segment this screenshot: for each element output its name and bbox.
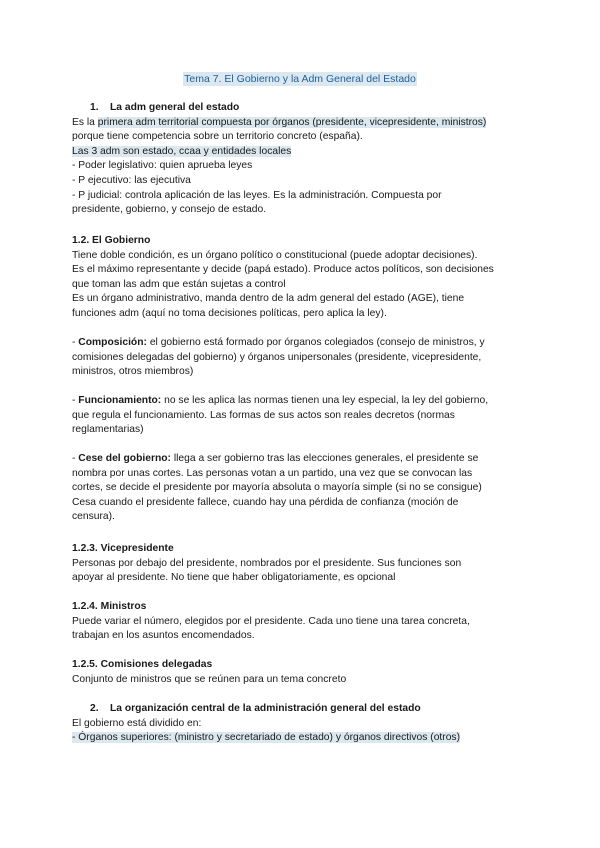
document-title-text: Tema 7. El Gobierno y la Adm General del Estado	[184, 73, 416, 85]
section-2-heading	[72, 702, 532, 717]
paragraph-line: funciones adm (aquí no toma decisiones políticas, pero aplica la ley).	[72, 307, 387, 319]
document-title	[0, 72, 600, 86]
paragraph-line: Tiene doble condición, es un órgano político o constitucional (puede adoptar decisiones).	[72, 249, 478, 261]
paragraph-line: apoyar al presidente. No tiene que haber obligatoriamente, es opcional	[72, 572, 396, 584]
paragraph-line: porque tiene competencia sobre un territorio concreto (españa).	[72, 131, 363, 143]
paragraph-line: - Funcionamiento: no se les aplica las normas tienen una ley especial, la ley del gobierno,	[72, 395, 489, 406]
highlighted-text: Las 3 adm son estado, ccaa y entidades locales	[72, 145, 292, 157]
section-2	[72, 702, 532, 746]
paragraph-line: - Composición: el gobierno está formado por órganos colegiados (consejo de ministros, y	[72, 337, 485, 348]
paragraph-line: presidente, gobierno, y consejo de estado.	[72, 204, 267, 216]
paragraph-line: Personas por debajo del presidente, nombrados por el presidente. Sus funciones son	[72, 557, 462, 569]
section-1-number: 1.	[90, 102, 99, 113]
paragraph-line: trabajan en los asuntos encomendados.	[72, 630, 255, 642]
text-run: Es la	[72, 116, 98, 128]
cese-paragraph	[72, 452, 532, 525]
section-1-2-heading: 1.2. El Gobierno	[72, 235, 151, 246]
paragraph-line: Es un órgano administrativo, manda dentro de la adm general del estado (AGE), tiene	[72, 293, 465, 305]
paragraph-line: que toman las adm que están sujetas a control	[72, 278, 286, 290]
paragraph-line: Es el máximo representante y decide (papá estado). Produce actos políticos, son decisiones	[72, 264, 494, 276]
section-1-2	[72, 234, 532, 322]
paragraph-line: El gobierno está dividido en:	[72, 717, 202, 729]
paragraph-line: - Poder legislativo: quien aprueba leyes	[72, 160, 253, 172]
highlighted-text: - Órganos superiores: (ministro y secretariado de estado) y órganos directivos (otros)	[72, 732, 461, 744]
section-1-heading	[72, 101, 532, 116]
text-run: no se les aplica las normas tienen una ley especial, la ley del gobierno,	[161, 395, 489, 406]
funcionamiento-paragraph	[72, 394, 532, 438]
section-1-2-3-heading: 1.2.3. Vicepresidente	[72, 543, 174, 554]
paragraph-line: censura).	[72, 511, 115, 523]
paragraph-line: Cesa cuando el presidente fallece, cuando hay una pérdida de confianza (moción de	[72, 496, 459, 508]
section-2-heading-text: La organización central de la administración general del estado	[110, 703, 421, 714]
section-1-2-4-heading: 1.2.4. Ministros	[72, 601, 147, 612]
composicion-paragraph	[72, 336, 532, 380]
section-2-number: 2.	[90, 703, 99, 714]
paragraph-line: ministros, otros miembros)	[72, 366, 194, 378]
section-1-2-3	[72, 542, 532, 586]
paragraph-line: - P judicial: controla aplicación de las leyes. Es la administración. Compuesta por	[72, 189, 442, 201]
paragraph-line: que regula el funcionamiento. Las formas de sus actos son reales decretos (normas	[72, 409, 455, 421]
paragraph-line: reglamentarias)	[72, 424, 144, 436]
composicion-label: Composición:	[78, 337, 147, 348]
paragraph-line: - P ejecutivo: las ejecutiva	[72, 174, 191, 186]
paragraph-line	[72, 116, 532, 131]
paragraph-line: Conjunto de ministros que se reúnen para un tema concreto	[72, 673, 347, 685]
paragraph-line: cortes, se decide el presidente por mayoría absoluta o mayoría simple (si no se consigue)	[72, 482, 482, 494]
paragraph-line: - Cese del gobierno: llega a ser gobierno tras las elecciones generales, el presidente se	[72, 453, 479, 464]
section-1-2-5-heading: 1.2.5. Comisiones delegadas	[72, 659, 213, 670]
funcionamiento-label: Funcionamiento:	[78, 395, 162, 406]
section-1-2-4	[72, 600, 532, 644]
highlighted-text: primera adm territorial compuesta por órganos (presidente, vicepresidente, ministros)	[97, 116, 487, 128]
text-run: llega a ser gobierno tras las elecciones generales, el presidente se	[170, 453, 479, 464]
paragraph-line: nombra por unas cortes. Las personas votan a un partido, una vez que se convocan las	[72, 467, 473, 479]
cese-label: Cese del gobierno:	[78, 453, 171, 464]
section-1-2-5	[72, 658, 532, 687]
text-run: el gobierno está formado por órganos colegiados (consejo de ministros, y	[146, 337, 485, 348]
section-1	[72, 101, 532, 218]
paragraph-line: comisiones delegadas del gobierno) y órganos unipersonales (presidente, vicepresidente,	[72, 351, 482, 363]
paragraph-line: Puede variar el número, elegidos por el presidente. Cada uno tiene una tarea concreta,	[72, 615, 470, 627]
section-1-heading-text: La adm general del estado	[110, 102, 240, 113]
